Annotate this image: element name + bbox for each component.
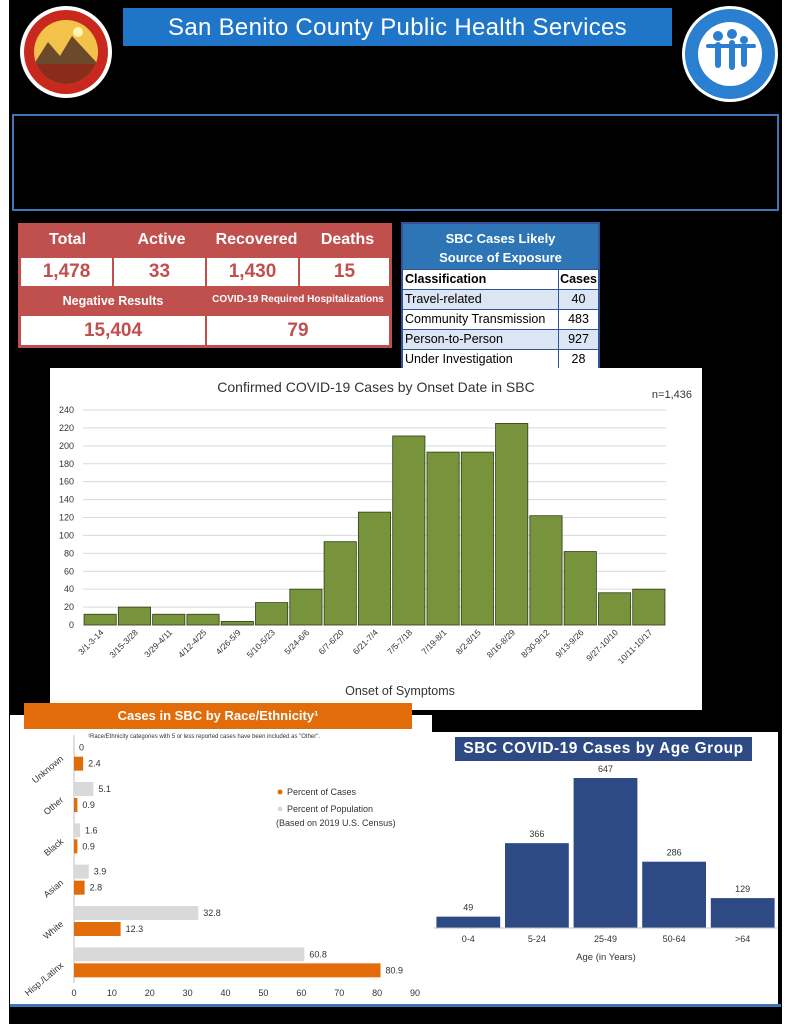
age-bar (642, 862, 706, 928)
y-tick-label: 0 (68, 620, 74, 630)
exposure-header-row (403, 269, 598, 289)
negative-results-value: 15,404 (20, 315, 206, 346)
age-category-label: 25-49 (593, 934, 618, 944)
category-label: Unknown (30, 753, 66, 786)
x-tick-label: 70 (334, 988, 345, 998)
case-stats-table (18, 223, 392, 348)
total-value: 1,478 (20, 257, 113, 287)
exposure-title-line2: Source of Exposure (439, 250, 562, 265)
x-tick-label: 90 (409, 988, 421, 998)
x-tick-label: 8/2-8/15 (453, 627, 483, 657)
x-tick-label: 5/24-6/6 (282, 627, 312, 657)
cases-data-label: 2.8 (89, 882, 103, 893)
negative-results-label: Negative Results (20, 294, 206, 308)
population-bar (74, 823, 80, 837)
onset-bar (255, 603, 287, 625)
public-health-logo (682, 6, 778, 102)
exposure-title-line1: SBC Cases Likely (445, 231, 556, 246)
onset-bar (633, 589, 665, 625)
onset-bar (358, 512, 390, 625)
onset-bar (187, 614, 219, 625)
total-header: Total (20, 231, 115, 249)
x-tick-label: 6/21-7/4 (350, 627, 380, 657)
hospitalizations-label: COVID-19 Required Hospitalizations (206, 294, 390, 305)
county-seal-logo (20, 6, 112, 98)
x-tick-label: 7/5-7/18 (385, 627, 415, 657)
age-data-label: 129 (735, 884, 751, 895)
age-chart-title: SBC COVID-19 Cases by Age Group (455, 737, 752, 761)
x-tick-label: 3/29-4/11 (142, 627, 175, 660)
y-tick-label: 60 (63, 566, 74, 577)
table-row (403, 349, 598, 369)
y-tick-label: 160 (58, 476, 74, 487)
population-data-label: 0 (79, 742, 85, 753)
cases-data-label: 0.9 (82, 841, 95, 852)
x-tick-label: 8/16-8/29 (484, 627, 518, 660)
table-row (403, 289, 598, 309)
age-bar (711, 898, 775, 928)
x-tick-label: 4/12-4/25 (175, 627, 209, 660)
onset-bar (530, 516, 562, 625)
age-category-label: 0-4 (461, 934, 475, 944)
cases-data-label: 12.3 (125, 924, 144, 934)
onset-chart-panel (50, 368, 702, 710)
onset-bar (290, 589, 322, 625)
age-x-axis-label: Age (in Years) (576, 952, 636, 963)
x-tick-label: 3/15-3/28 (107, 627, 140, 660)
onset-chart (50, 368, 702, 710)
x-tick-label: 20 (144, 988, 155, 998)
y-tick-label: 120 (58, 512, 74, 523)
y-tick-label: 140 (58, 494, 74, 505)
active-header: Active (115, 231, 208, 249)
age-bar (436, 917, 500, 928)
x-tick-label: 5/10-5/23 (244, 627, 278, 660)
race-chart-panel (10, 715, 432, 1007)
exposure-table-title (403, 224, 598, 269)
age-data-label: 366 (529, 829, 545, 840)
x-tick-label: 50 (258, 988, 269, 998)
cases-bar (74, 798, 77, 812)
age-category-label: >64 (735, 934, 751, 944)
x-tick-label: 4/26-5/9 (213, 627, 243, 657)
age-chart-panel (432, 732, 778, 1004)
exposure-value: 483 (568, 312, 589, 326)
cases-bar (74, 839, 77, 853)
y-tick-label: 20 (63, 602, 74, 613)
exposure-value: 28 (571, 352, 586, 366)
x-tick-label: 10 (106, 988, 117, 998)
cases-data-label: 2.4 (88, 758, 101, 769)
y-tick-label: 200 (58, 440, 74, 451)
table-row (403, 309, 598, 329)
population-bar (74, 865, 89, 879)
onset-bar (153, 614, 185, 625)
deaths-header: Deaths (305, 231, 390, 249)
exposure-source-table (401, 222, 600, 370)
age-data-label: 49 (463, 902, 474, 913)
race-chart (10, 715, 432, 1007)
onset-bar (564, 552, 596, 625)
x-tick-label: 30 (182, 988, 193, 998)
recovered-header: Recovered (208, 231, 305, 249)
onset-bar (496, 423, 528, 625)
y-tick-label: 240 (58, 405, 74, 415)
page-title: San Benito County Public Health Services (123, 8, 672, 46)
age-category-label: 50-64 (662, 934, 686, 944)
onset-bar (84, 614, 116, 625)
onset-bar (598, 593, 630, 625)
race-chart-title: Cases in SBC by Race/Ethnicity¹ (24, 703, 412, 729)
x-tick-label: 7/19-8/1 (419, 627, 449, 657)
x-tick-label: 9/13-9/26 (553, 627, 586, 660)
onset-bar (427, 452, 459, 625)
x-tick-label: 6/7-6/20 (316, 627, 346, 657)
exposure-label: Under Investigation (405, 352, 513, 366)
cases-data-label: 0.9 (82, 800, 95, 810)
cases-data-label: 80.9 (385, 965, 404, 976)
x-tick-label: 40 (220, 988, 231, 998)
y-tick-label: 40 (63, 584, 74, 595)
cases-bar (74, 757, 83, 771)
hospitalizations-value: 79 (206, 315, 390, 346)
onset-bar (393, 436, 425, 625)
x-tick-label: 0 (71, 988, 77, 998)
population-bar (74, 906, 198, 920)
onset-x-axis-label: Onset of Symptoms (345, 684, 455, 698)
recovered-value: 1,430 (206, 257, 299, 287)
onset-chart-title: Confirmed COVID-19 Cases by Onset Date in SBC (217, 379, 535, 395)
onset-chart-n-annotation: n=1,436 (651, 389, 692, 401)
cases-bar (74, 881, 85, 895)
cases-header: Cases (560, 272, 597, 286)
cases-bar (74, 963, 381, 977)
exposure-label: Person-to-Person (405, 332, 503, 346)
population-data-label: 60.8 (309, 949, 327, 960)
notice-box (12, 114, 779, 211)
onset-bar (221, 621, 253, 625)
age-chart (432, 732, 778, 1004)
population-bar (74, 947, 304, 961)
age-data-label: 647 (597, 764, 614, 774)
exposure-label: Travel-related (405, 292, 482, 306)
deaths-value: 15 (299, 257, 390, 287)
x-tick-label: 80 (372, 988, 383, 998)
population-data-label: 5.1 (98, 784, 111, 794)
category-label: Black (41, 836, 66, 859)
onset-bar (118, 607, 150, 625)
onset-bar (461, 452, 493, 625)
y-tick-label: 180 (58, 458, 74, 469)
onset-bar (324, 542, 356, 625)
x-tick-label: 8/30-9/12 (518, 627, 552, 660)
category-label: Other (41, 794, 66, 818)
x-tick-label: 9/27-10/10 (584, 627, 620, 664)
population-data-label: 32.8 (203, 908, 221, 918)
x-tick-label: 10/11-10/17 (615, 627, 655, 667)
y-tick-label: 220 (58, 422, 74, 433)
exposure-label: Community Transmission (405, 312, 546, 326)
age-bar (574, 778, 638, 928)
x-tick-label: 60 (296, 988, 307, 998)
age-category-label: 5-24 (527, 934, 546, 944)
legend-cases: Percent of Cases (287, 787, 357, 797)
category-label: Asian (41, 877, 66, 900)
race-chart-footnote: ¹Race/Ethnicity categories with 5 or less reported cases have been included as "Other". (88, 734, 321, 740)
exposure-value: 927 (568, 332, 589, 346)
population-data-label: 1.6 (85, 825, 98, 836)
cases-bar (74, 922, 121, 936)
legend-population: Percent of Population (287, 804, 374, 814)
population-bar (74, 782, 93, 796)
y-tick-label: 80 (63, 548, 74, 559)
classification-header: Classification (405, 272, 487, 286)
active-value: 33 (113, 257, 206, 287)
population-data-label: 3.9 (93, 866, 107, 877)
y-tick-label: 100 (58, 530, 74, 541)
legend-census-note: (Based on 2019 U.S. Census) (276, 818, 396, 828)
age-bar (505, 843, 569, 928)
exposure-value: 40 (571, 292, 586, 306)
x-tick-label: 3/1-3-14 (76, 627, 106, 657)
footer-divider (10, 1004, 781, 1007)
category-label: Hisp./Latinx (22, 960, 66, 999)
age-data-label: 286 (666, 847, 682, 858)
category-label: White (41, 918, 66, 942)
table-row (403, 329, 598, 349)
